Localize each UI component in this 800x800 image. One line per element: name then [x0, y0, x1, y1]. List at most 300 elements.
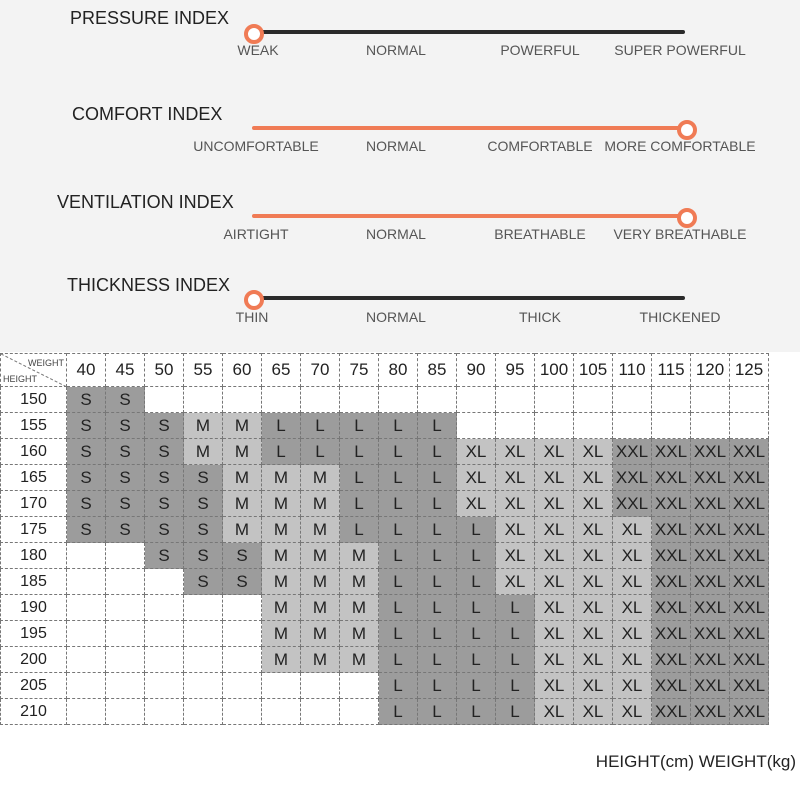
size-cell: S: [145, 413, 184, 439]
size-cell: [262, 699, 301, 725]
weight-header: 90: [457, 354, 496, 387]
size-cell: [67, 699, 106, 725]
size-cell: S: [106, 413, 145, 439]
size-cell: S: [145, 439, 184, 465]
size-cell: XXL: [691, 699, 730, 725]
size-cell: XXL: [730, 595, 769, 621]
index-marker[interactable]: [244, 24, 264, 44]
size-cell: XL: [613, 543, 652, 569]
size-cell: [691, 413, 730, 439]
index-level-label: WEAK: [237, 42, 279, 58]
index-track: [252, 126, 685, 130]
size-cell: [730, 413, 769, 439]
size-cell: M: [262, 647, 301, 673]
size-cell: XL: [613, 647, 652, 673]
size-cell: XL: [574, 699, 613, 725]
size-cell: [457, 413, 496, 439]
size-cell: L: [379, 647, 418, 673]
index-level-label: THICK: [519, 309, 561, 325]
size-cell: XL: [535, 595, 574, 621]
size-cell: L: [496, 673, 535, 699]
size-cell: M: [184, 413, 223, 439]
size-cell: M: [340, 543, 379, 569]
size-cell: [262, 673, 301, 699]
size-cell: L: [262, 439, 301, 465]
size-cell: [223, 647, 262, 673]
size-cell: S: [106, 491, 145, 517]
size-cell: [457, 387, 496, 413]
size-cell: M: [301, 569, 340, 595]
size-cell: M: [340, 569, 379, 595]
height-header: 210: [1, 699, 67, 725]
index-title: COMFORT INDEX: [72, 104, 223, 124]
size-cell: L: [418, 517, 457, 543]
size-cell: S: [106, 465, 145, 491]
size-cell: M: [223, 439, 262, 465]
size-cell: L: [418, 465, 457, 491]
size-cell: S: [67, 491, 106, 517]
size-cell: L: [340, 413, 379, 439]
size-cell: M: [223, 517, 262, 543]
table-row: [1, 647, 769, 673]
table-row: [1, 491, 769, 517]
size-cell: [223, 673, 262, 699]
size-cell: M: [262, 543, 301, 569]
size-cell: XL: [535, 465, 574, 491]
size-cell: XXL: [691, 465, 730, 491]
size-cell: XL: [613, 569, 652, 595]
size-cell: [535, 413, 574, 439]
size-cell: [730, 387, 769, 413]
index-level-label: MORE COMFORTABLE: [604, 138, 756, 154]
height-header: 155: [1, 413, 67, 439]
size-cell: M: [301, 491, 340, 517]
weight-header: 95: [496, 354, 535, 387]
size-cell: L: [418, 543, 457, 569]
size-cell: [145, 621, 184, 647]
size-cell: S: [106, 517, 145, 543]
index-level-label: BREATHABLE: [494, 226, 586, 242]
size-cell: M: [262, 517, 301, 543]
index-level-label: NORMAL: [366, 138, 426, 154]
size-cell: L: [340, 517, 379, 543]
table-row: [1, 595, 769, 621]
size-cell: M: [301, 543, 340, 569]
size-cell: S: [67, 439, 106, 465]
size-cell: XL: [535, 543, 574, 569]
index-title: VENTILATION INDEX: [57, 192, 234, 212]
size-cell: XL: [457, 491, 496, 517]
size-cell: XXL: [691, 621, 730, 647]
size-cell: M: [262, 595, 301, 621]
size-cell: XL: [574, 491, 613, 517]
size-cell: L: [418, 699, 457, 725]
size-cell: XXL: [730, 647, 769, 673]
index-level-label: UNCOMFORTABLE: [193, 138, 319, 154]
size-cell: M: [223, 491, 262, 517]
weight-header: 115: [652, 354, 691, 387]
size-cell: XXL: [691, 517, 730, 543]
size-cell: L: [457, 517, 496, 543]
size-cell: XL: [457, 439, 496, 465]
size-cell: L: [496, 595, 535, 621]
size-cell: S: [145, 465, 184, 491]
size-cell: [67, 543, 106, 569]
weight-header: 100: [535, 354, 574, 387]
size-cell: XXL: [652, 621, 691, 647]
weight-header: 85: [418, 354, 457, 387]
height-axis-label: HEIGHT: [3, 374, 38, 384]
weight-header: 55: [184, 354, 223, 387]
size-cell: L: [379, 491, 418, 517]
size-cell: L: [301, 439, 340, 465]
size-cell: L: [418, 439, 457, 465]
size-cell: [67, 595, 106, 621]
size-cell: XXL: [730, 569, 769, 595]
size-cell: S: [184, 465, 223, 491]
weight-header: 65: [262, 354, 301, 387]
size-cell: L: [457, 673, 496, 699]
size-cell: XL: [535, 647, 574, 673]
size-cell: L: [457, 647, 496, 673]
size-cell: [184, 595, 223, 621]
size-cell: XXL: [691, 439, 730, 465]
size-cell: XL: [574, 517, 613, 543]
weight-axis-label: WEIGHT: [28, 358, 64, 368]
height-header: 165: [1, 465, 67, 491]
index-title: THICKNESS INDEX: [67, 275, 231, 295]
size-cell: L: [457, 569, 496, 595]
weight-header: 45: [106, 354, 145, 387]
size-cell: XL: [535, 439, 574, 465]
weight-header: 110: [613, 354, 652, 387]
size-cell: XL: [613, 595, 652, 621]
size-cell: [418, 387, 457, 413]
index-marker[interactable]: [677, 208, 697, 228]
size-cell: S: [223, 569, 262, 595]
height-header: 170: [1, 491, 67, 517]
size-cell: XL: [496, 491, 535, 517]
table-row: [1, 413, 769, 439]
size-cell: L: [457, 595, 496, 621]
table-row: [1, 439, 769, 465]
size-cell: XL: [496, 465, 535, 491]
size-cell: L: [379, 673, 418, 699]
size-cell: XL: [574, 647, 613, 673]
pressure-index: [0, 0, 800, 80]
size-cell: [184, 647, 223, 673]
size-cell: XXL: [691, 543, 730, 569]
size-cell: L: [418, 647, 457, 673]
size-cell: S: [67, 465, 106, 491]
size-cell: XL: [574, 465, 613, 491]
size-cell: XXL: [730, 491, 769, 517]
size-cell: XXL: [691, 491, 730, 517]
size-cell: XXL: [613, 491, 652, 517]
size-cell: L: [457, 543, 496, 569]
size-cell: M: [262, 491, 301, 517]
size-cell: XL: [574, 595, 613, 621]
size-cell: XXL: [652, 647, 691, 673]
size-cell: XL: [535, 517, 574, 543]
size-cell: XL: [574, 569, 613, 595]
thickness-index: [0, 268, 800, 348]
index-marker[interactable]: [244, 290, 264, 310]
size-cell: M: [301, 621, 340, 647]
weight-header: 60: [223, 354, 262, 387]
size-cell: [223, 699, 262, 725]
weight-header: 80: [379, 354, 418, 387]
size-cell: XXL: [652, 569, 691, 595]
size-cell: M: [262, 465, 301, 491]
size-cell: L: [496, 647, 535, 673]
size-cell: XL: [496, 517, 535, 543]
size-cell: S: [67, 517, 106, 543]
size-cell: XXL: [730, 517, 769, 543]
size-cell: XXL: [652, 517, 691, 543]
size-cell: [106, 647, 145, 673]
size-cell: L: [418, 569, 457, 595]
index-track: [252, 214, 685, 218]
size-cell: M: [301, 517, 340, 543]
size-cell: [613, 413, 652, 439]
weight-header: 105: [574, 354, 613, 387]
size-cell: XXL: [691, 595, 730, 621]
size-cell: [67, 569, 106, 595]
size-cell: S: [184, 543, 223, 569]
height-header: 185: [1, 569, 67, 595]
size-cell: XL: [574, 621, 613, 647]
size-cell: XL: [496, 543, 535, 569]
size-cell: L: [418, 491, 457, 517]
size-cell: S: [145, 543, 184, 569]
size-cell: M: [223, 413, 262, 439]
size-cell: XXL: [730, 621, 769, 647]
size-cell: M: [262, 621, 301, 647]
size-cell: XXL: [730, 465, 769, 491]
size-cell: XXL: [691, 647, 730, 673]
size-cell: XXL: [730, 543, 769, 569]
size-cell: L: [262, 413, 301, 439]
size-cell: XXL: [613, 439, 652, 465]
size-cell: S: [184, 569, 223, 595]
size-cell: [145, 595, 184, 621]
size-cell: XXL: [730, 673, 769, 699]
height-header: 205: [1, 673, 67, 699]
size-cell: XXL: [652, 491, 691, 517]
index-level-label: POWERFUL: [500, 42, 580, 58]
size-cell: L: [379, 517, 418, 543]
size-cell: XXL: [691, 673, 730, 699]
size-cell: [106, 569, 145, 595]
size-cell: XL: [574, 439, 613, 465]
size-cell: XL: [613, 517, 652, 543]
size-cell: [106, 699, 145, 725]
size-cell: [574, 387, 613, 413]
size-cell: [535, 387, 574, 413]
index-level-label: AIRTIGHT: [223, 226, 289, 242]
size-cell: S: [106, 439, 145, 465]
size-cell: XL: [535, 699, 574, 725]
size-cell: [301, 699, 340, 725]
table-row: [1, 699, 769, 725]
size-cell: XL: [613, 699, 652, 725]
height-header: 150: [1, 387, 67, 413]
size-cell: L: [379, 621, 418, 647]
size-cell: S: [184, 517, 223, 543]
index-level-label: NORMAL: [366, 42, 426, 58]
size-chart: [0, 353, 769, 725]
size-cell: [379, 387, 418, 413]
size-cell: [145, 699, 184, 725]
size-cell: XXL: [613, 465, 652, 491]
ventilation-index: [0, 184, 800, 264]
size-cell: XXL: [730, 439, 769, 465]
table-row: [1, 569, 769, 595]
size-cell: [145, 647, 184, 673]
size-cell: [67, 647, 106, 673]
size-cell: L: [379, 543, 418, 569]
size-cell: L: [418, 673, 457, 699]
size-cell: S: [67, 387, 106, 413]
size-cell: S: [67, 413, 106, 439]
size-cell: M: [340, 621, 379, 647]
size-cell: [223, 621, 262, 647]
size-cell: [340, 387, 379, 413]
size-cell: S: [223, 543, 262, 569]
size-cell: [223, 387, 262, 413]
size-cell: [184, 699, 223, 725]
size-cell: L: [340, 491, 379, 517]
size-cell: XXL: [652, 543, 691, 569]
size-cell: L: [379, 569, 418, 595]
weight-header: 125: [730, 354, 769, 387]
index-title: PRESSURE INDEX: [70, 8, 230, 28]
size-cell: S: [145, 491, 184, 517]
index-level-label: COMFORTABLE: [487, 138, 593, 154]
index-level-label: NORMAL: [366, 309, 426, 325]
size-cell: XXL: [730, 699, 769, 725]
size-cell: L: [340, 439, 379, 465]
size-cell: [145, 387, 184, 413]
size-cell: [301, 673, 340, 699]
height-header: 180: [1, 543, 67, 569]
size-cell: M: [184, 439, 223, 465]
size-cell: S: [184, 491, 223, 517]
size-cell: [301, 387, 340, 413]
size-cell: L: [379, 465, 418, 491]
size-cell: XL: [457, 465, 496, 491]
height-header: 175: [1, 517, 67, 543]
weight-header: 75: [340, 354, 379, 387]
index-level-label: VERY BREATHABLE: [613, 226, 747, 242]
index-level-label: NORMAL: [366, 226, 426, 242]
size-cell: [340, 699, 379, 725]
height-header: 190: [1, 595, 67, 621]
size-cell: [184, 621, 223, 647]
index-track: [252, 296, 685, 300]
size-cell: XL: [574, 673, 613, 699]
table-row: [1, 517, 769, 543]
size-cell: [184, 673, 223, 699]
size-cell: XXL: [652, 673, 691, 699]
size-cell: L: [340, 465, 379, 491]
size-cell: L: [418, 413, 457, 439]
size-cell: M: [262, 569, 301, 595]
size-cell: XL: [613, 621, 652, 647]
index-track: [252, 30, 685, 34]
corner-header: [1, 354, 67, 387]
size-cell: XL: [574, 543, 613, 569]
size-cell: [262, 387, 301, 413]
index-level-label: THIN: [235, 309, 269, 325]
size-cell: L: [301, 413, 340, 439]
size-cell: L: [418, 621, 457, 647]
height-header: 160: [1, 439, 67, 465]
index-marker[interactable]: [677, 120, 697, 140]
size-cell: [574, 413, 613, 439]
size-cell: L: [457, 699, 496, 725]
table-row: [1, 465, 769, 491]
size-cell: XL: [535, 569, 574, 595]
height-header: 200: [1, 647, 67, 673]
size-cell: XL: [496, 439, 535, 465]
size-cell: [145, 569, 184, 595]
weight-header: 50: [145, 354, 184, 387]
weight-header: 70: [301, 354, 340, 387]
size-cell: [652, 387, 691, 413]
size-cell: XL: [535, 673, 574, 699]
chart-caption: HEIGHT(cm) WEIGHT(kg): [595, 752, 796, 771]
size-cell: [145, 673, 184, 699]
size-cell: L: [379, 595, 418, 621]
weight-header: 120: [691, 354, 730, 387]
size-cell: M: [301, 465, 340, 491]
size-cell: S: [106, 387, 145, 413]
size-cell: XXL: [652, 439, 691, 465]
table-row: [1, 387, 769, 413]
size-cell: L: [379, 413, 418, 439]
size-cell: L: [496, 699, 535, 725]
size-cell: L: [496, 621, 535, 647]
size-cell: [223, 595, 262, 621]
size-cell: L: [418, 595, 457, 621]
table-row: [1, 621, 769, 647]
size-cell: XXL: [652, 465, 691, 491]
size-cell: XXL: [652, 699, 691, 725]
size-cell: L: [457, 621, 496, 647]
size-cell: [691, 387, 730, 413]
size-cell: XXL: [691, 569, 730, 595]
size-cell: [496, 413, 535, 439]
size-cell: S: [145, 517, 184, 543]
size-cell: XL: [535, 491, 574, 517]
size-cell: M: [223, 465, 262, 491]
size-cell: M: [301, 595, 340, 621]
size-cell: [106, 621, 145, 647]
size-cell: M: [340, 595, 379, 621]
height-header: 195: [1, 621, 67, 647]
size-cell: XL: [535, 621, 574, 647]
size-cell: XL: [496, 569, 535, 595]
size-cell: L: [379, 699, 418, 725]
size-cell: XXL: [652, 595, 691, 621]
size-cell: [652, 413, 691, 439]
table-row: [1, 543, 769, 569]
table-row: [1, 673, 769, 699]
size-cell: L: [379, 439, 418, 465]
size-cell: M: [301, 647, 340, 673]
